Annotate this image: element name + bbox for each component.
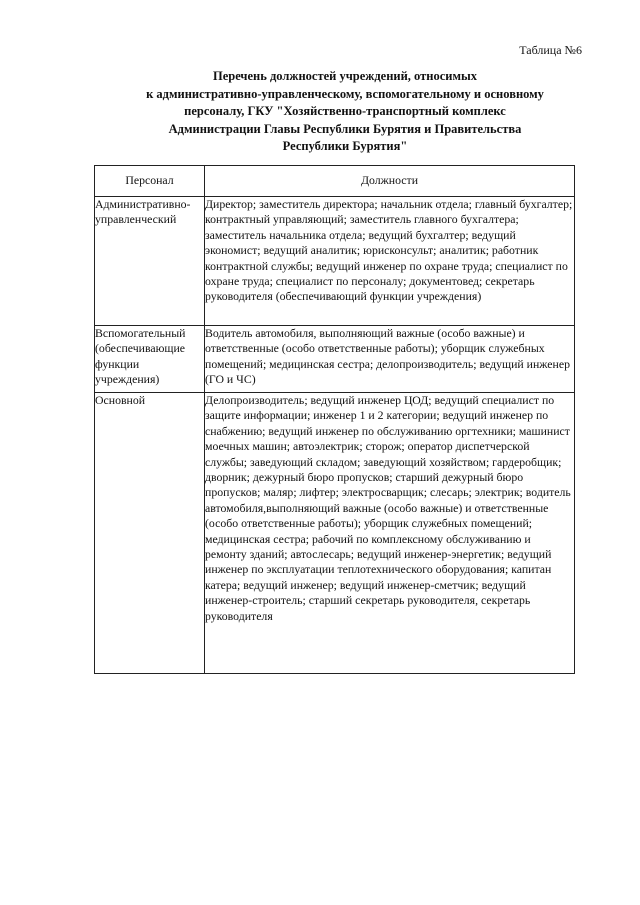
table-number: Таблица №6 xyxy=(519,43,582,57)
title-line: Республики Бурятия" xyxy=(282,139,408,153)
document-title xyxy=(100,68,590,156)
staff-category-cell: Вспомогательный (обеспечивающие функции учреждения) xyxy=(95,326,205,393)
column-header-staff: Персонал xyxy=(95,166,205,197)
table-row xyxy=(95,326,575,393)
table-row xyxy=(95,197,575,326)
positions-cell: Водитель автомобиля, выполняющий важные (особо важные) и ответственные (особо ответственные работы); уборщик служебных помещений; медицинская сестра; делопроизводитель; ведущий инженер (ГО и ЧС) xyxy=(205,326,575,393)
title-line: к административно-управленческому, вспомогательному и основному xyxy=(146,86,544,101)
title-line: Перечень должностей учреждений, относимых xyxy=(212,69,478,83)
column-header-positions: Должности xyxy=(205,166,575,197)
title-line: персоналу, ГКУ "Хозяйственно-транспортный комплекс xyxy=(184,104,506,118)
positions-table xyxy=(94,165,575,674)
title-line: Администрации Главы Республики Бурятия и Правительства xyxy=(168,121,522,136)
staff-category-cell: Административно-управленческий xyxy=(95,197,205,326)
table-header-row xyxy=(95,166,575,197)
positions-cell: Директор; заместитель директора; начальник отдела; главный бухгалтер; контрактный управляющий; заместитель главного бухгалтера; заместитель начальника отдела; ведущий бухгалтер; ведущий экономист; ведущий аналитик; юрисконсульт; аналитик; работник контрактной службы; ведущий инженер по охране труда; специалист по охране труда; специалист по персоналу; документовед; секретарь руководителя (обеспечивающий функции учреждения) xyxy=(205,197,575,326)
table-row xyxy=(95,393,575,674)
positions-cell: Делопроизводитель; ведущий инженер ЦОД; ведущий специалист по защите информации; инженер 1 и 2 категории; ведущий инженер по снабжению; ведущий инженер по обслуживанию оргтехники; машинист моечных машин; автоэлектрик; сторож; оператор диспетчерской службы; заведующий складом; заведующий хозяйством; гардеробщик; дворник; дежурный бюро пропусков; старший дежурный бюро пропусков; маляр; лифтер; электросварщик; слесарь; электрик; водитель автомобиля,выполняющий важные (особо важные) и ответственные (особо ответственные работы); уборщик служебных помещений; медицинская сестра; рабочий по комплексному обслуживанию и ремонту зданий; автослесарь; ведущий инженер-энергетик; ведущий инженер по эксплуатации теплотехнического оборудования; капитан катера; ведущий инженер; ведущий инженер-сметчик; ведущий инженер-строитель; старший секретарь руководителя, секретарь руководителя xyxy=(205,393,575,674)
staff-category-cell: Основной xyxy=(95,393,205,674)
